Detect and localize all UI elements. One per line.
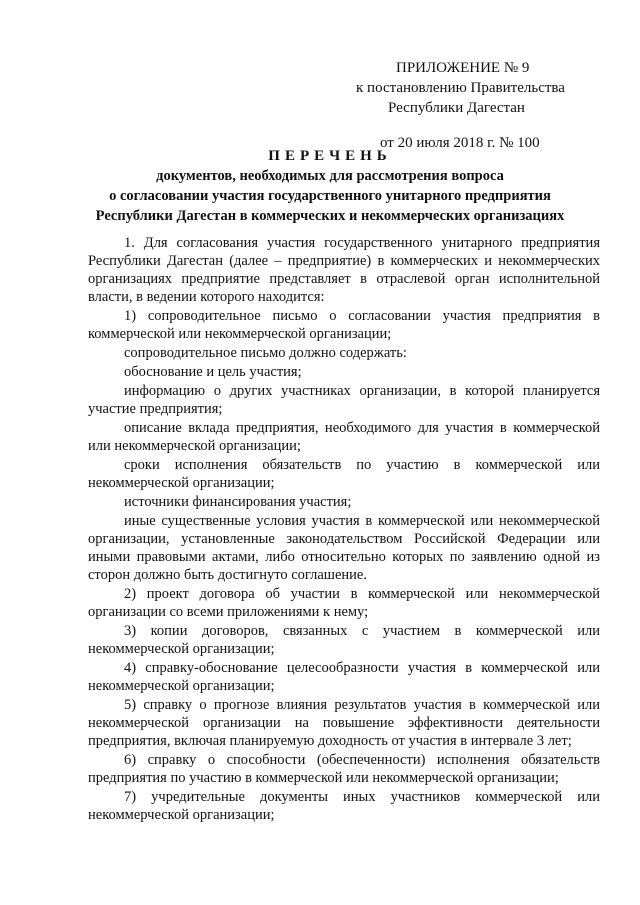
paragraph: обоснование и цель участия; [124, 364, 302, 380]
title-line-2: о согласовании участия государственного унитарного предприятия [109, 188, 551, 204]
paragraph: 5) справку о прогнозе влияния результатов участия в коммерческой или некоммерческой организации на повышение эффективности деятельности предприятия, включая планируемую доходность от участия в интервале 3 лет; [88, 697, 600, 749]
paragraph: 1. Для согласования участия государственного унитарного предприятия Республики Дагестан (далее – предприятие) в коммерческих и некоммерческих организациях предприятие представляет в отраслевой орган исполнительной власти, в ведении которого находится: [88, 235, 600, 305]
title-heading: ПЕРЕЧЕНЬ [268, 148, 392, 164]
paragraph: 6) справку о способности (обеспеченности) исполнения обязательств предприятия по участию в коммерческой или некоммерческой организации; [88, 752, 600, 786]
paragraph: иные существенные условия участия в коммерческой или некоммерческой организации, установленные законодательством Российской Федерации или иными правовыми актами, либо относительно которых по заявлению одной из сторон должно быть достигнуто соглашение. [88, 513, 600, 583]
paragraph: 7) учредительные документы иных участников коммерческой или некоммерческой организации; [88, 789, 600, 823]
appendix-line-1: к постановлению Правительства [356, 80, 565, 96]
document-title [60, 146, 600, 226]
appendix-date: от 20 июля 2018 г. № 100 [380, 135, 540, 151]
document-body [88, 234, 600, 824]
paragraph: 1) сопроводительное письмо о согласовании участия предприятия в коммерческой или некоммерческой организации; [88, 308, 600, 342]
appendix-number: ПРИЛОЖЕНИЕ № 9 [396, 60, 530, 76]
title-line-3: Республики Дагестан в коммерческих и некоммерческих организациях [95, 208, 565, 224]
paragraph: 2) проект договора об участии в коммерческой или некоммерческой организации со всеми приложениями к нему; [88, 586, 600, 620]
paragraph: информацию о других участниках организации, в которой планируется участие предприятия; [88, 383, 600, 417]
paragraph: источники финансирования участия; [124, 494, 352, 510]
appendix-header [340, 58, 600, 153]
paragraph: 3) копии договоров, связанных с участием в коммерческой или некоммерческой организации; [88, 623, 600, 657]
title-line-1: документов, необходимых для рассмотрения вопроса [156, 168, 504, 184]
paragraph: описание вклада предприятия, необходимого для участия в коммерческой или некоммерческой организации; [88, 420, 600, 454]
paragraph: сроки исполнения обязательств по участию в коммерческой или некоммерческой организации; [88, 457, 600, 491]
appendix-line-2: Республики Дагестан [388, 100, 525, 116]
paragraph: 4) справку-обоснование целесообразности участия в коммерческой или некоммерческой организации; [88, 660, 600, 694]
paragraph: сопроводительное письмо должно содержать: [124, 345, 407, 361]
